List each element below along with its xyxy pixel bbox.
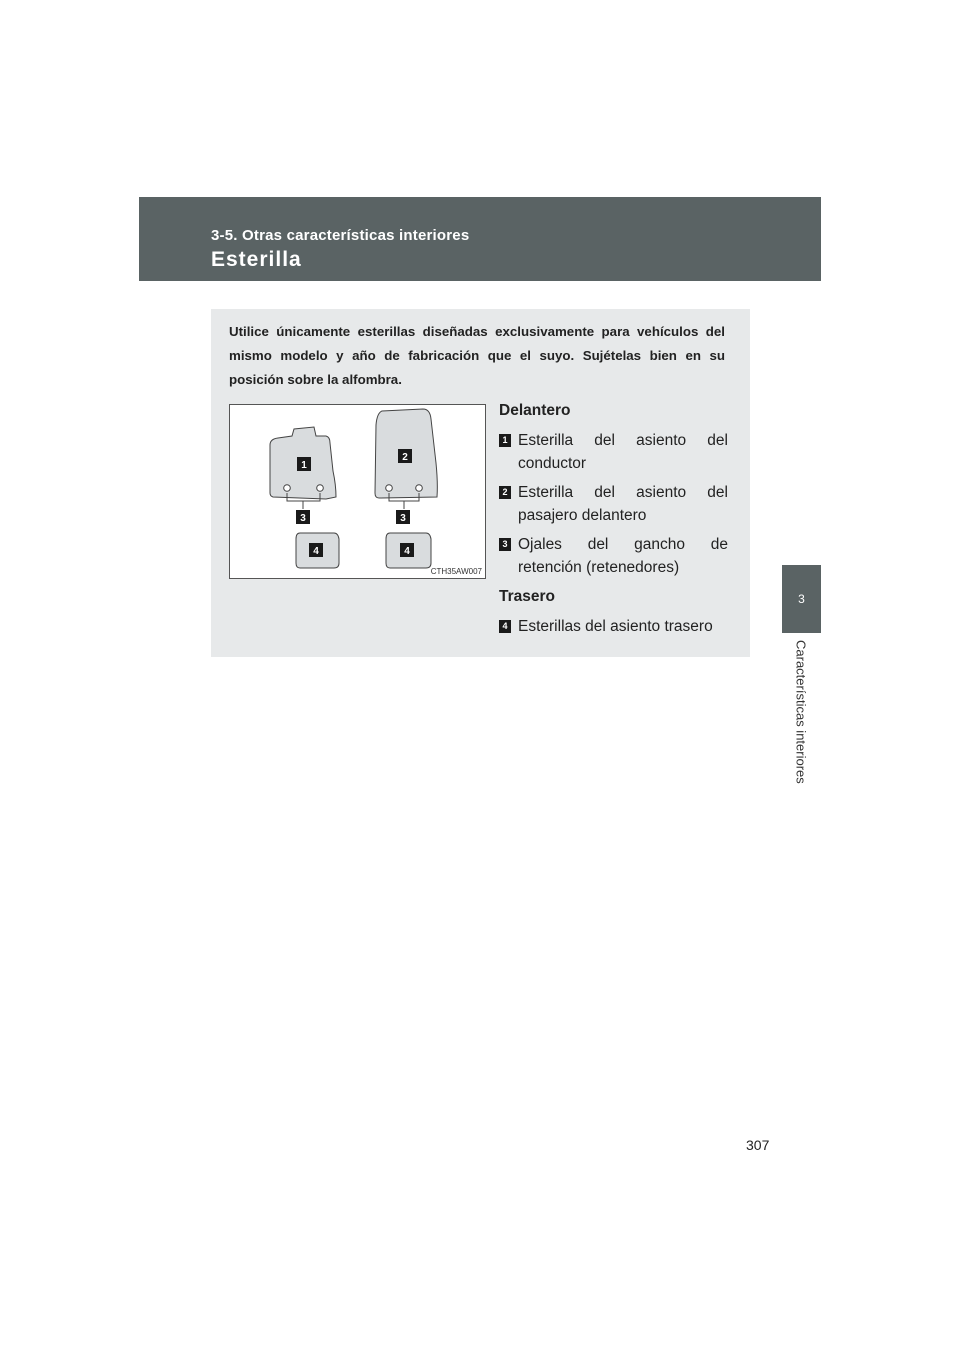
callout-1-label: 1	[301, 460, 307, 471]
legend-item	[499, 481, 728, 527]
content-box	[211, 309, 750, 657]
legend-badge: 1	[499, 434, 511, 447]
legend-item-text: Esterilla del asiento del conductor	[518, 432, 728, 472]
legend	[499, 401, 728, 644]
eyelet-passenger-right	[416, 485, 423, 492]
page-title: Esterilla	[211, 248, 302, 271]
header-band	[139, 197, 821, 281]
figure-code: CTH35AW007	[430, 567, 482, 576]
callout-3-left-label: 3	[300, 513, 306, 524]
legend-item	[499, 615, 728, 638]
eyelet-driver-right	[317, 485, 324, 492]
legend-item-text: Ojales del gancho de retención (retenedores)	[518, 536, 728, 576]
callout-4-right-label: 4	[404, 546, 410, 557]
eyelet-driver-left	[284, 485, 291, 492]
floor-mat-diagram	[230, 405, 485, 578]
callout-1-badge	[297, 457, 311, 471]
callout-3-left-badge	[296, 510, 310, 524]
callout-4-right-badge	[400, 543, 414, 557]
chapter-label: Características interiores	[793, 640, 809, 784]
eyelet-passenger-left	[386, 485, 393, 492]
page-number: 307	[746, 1137, 770, 1153]
floor-mat-figure	[229, 404, 486, 579]
callout-3-right-badge	[396, 510, 410, 524]
callout-4-left-badge	[309, 543, 323, 557]
legend-rear-title: Trasero	[499, 588, 556, 605]
callout-2-badge	[398, 449, 412, 463]
callout-4-left-label: 4	[313, 546, 319, 557]
legend-badge: 2	[499, 486, 511, 499]
legend-badge: 4	[499, 620, 511, 633]
legend-item-text: Esterillas del asiento trasero	[518, 618, 713, 635]
callout-3-right-label: 3	[400, 513, 406, 524]
section-label: 3-5. Otras características interiores	[211, 227, 470, 244]
legend-front-title: Delantero	[499, 402, 571, 419]
chapter-number: 3	[798, 592, 805, 606]
legend-item	[499, 429, 728, 475]
legend-badge: 3	[499, 538, 511, 551]
legend-item	[499, 533, 728, 579]
intro-text: Utilice únicamente esterillas diseñadas exclusivamente para vehículos del mismo modelo y año de fabricación que el suyo. Sujételas bien en su posición sobre la alfombra.	[229, 324, 725, 387]
chapter-tab[interactable]	[782, 565, 821, 633]
legend-item-text: Esterilla del asiento del pasajero delantero	[518, 484, 728, 524]
callout-2-label: 2	[402, 452, 408, 463]
